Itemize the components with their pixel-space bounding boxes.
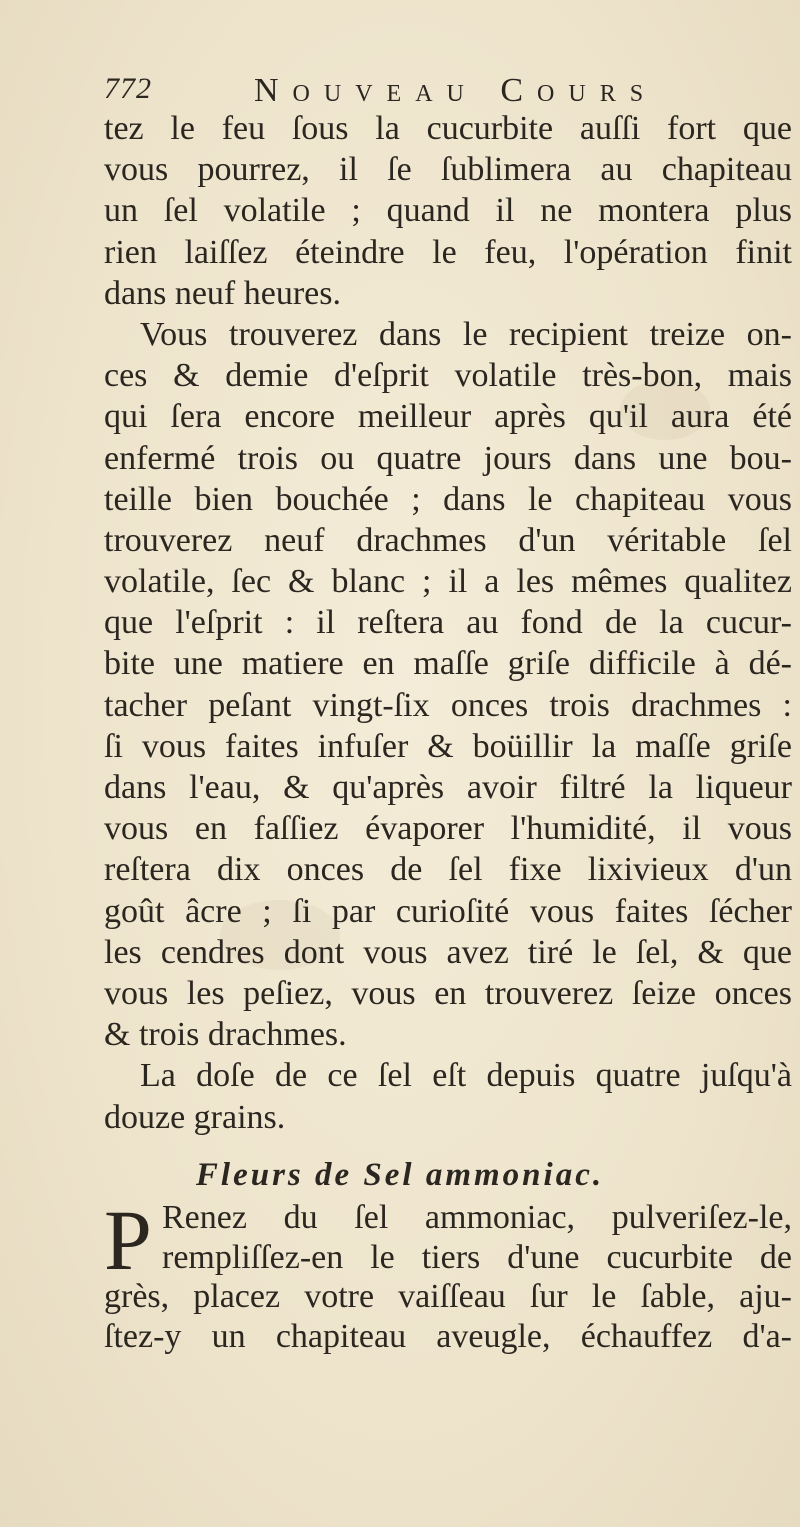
text-line: que l'eſprit : il reſtera au fond de la cucur- [104,604,792,642]
text-line: rien laiſſez éteindre le feu, l'opération finit [104,233,792,271]
drop-cap: P [104,1192,152,1288]
text-line: tez le feu ſous la cucurbite auſſi fort que [104,110,792,147]
text-line: Renez du ſel ammoniac, pulveriſez-le, [162,1199,792,1236]
text-line: trouverez neuf drachmes d'un véritable ſel [104,521,792,559]
text-line: enfermé trois ou quatre jours dans une bou- [104,439,792,477]
text-line: ſi vous faites infuſer & boüillir la maſſe griſe [104,727,792,765]
text-line: douze grains. [104,1098,286,1136]
text-line: grès, placez votre vaiſſeau ſur le ſable, aju- [104,1278,792,1315]
text-line: vous en faſſiez évaporer l'humidité, il vous [104,810,792,848]
text-line: teille bien bouchée ; dans le chapiteau vous [104,480,792,518]
text-line: tacher peſant vingt-ſix onces trois drachmes : [104,686,792,724]
text-line: un ſel volatile ; quand il ne montera plus [104,192,792,230]
section-heading: Fleurs de Sel ammoniac. [195,1157,605,1193]
text-line: Vous trouverez dans le recipient treize on- [140,315,792,353]
text-line: dans neuf heures. [104,274,341,312]
text-line: ces & demie d'eſprit volatile très-bon, mais [104,357,792,395]
page-number: 772 [104,72,152,105]
running-title: Nouveau Cours [254,72,658,109]
text-line: dans l'eau, & qu'après avoir filtré la liqueur [104,769,792,806]
text-line: qui ſera encore meilleur après qu'il aura été [104,398,792,436]
section-text [104,1192,792,1356]
text-line: volatile, ſec & blanc ; il a les mêmes qualitez [104,563,792,601]
text-line: les cendres dont vous avez tiré le ſel, & que [104,933,792,971]
text-line: vous les peſiez, vous en trouverez ſeize onces [104,974,792,1012]
body-text [104,108,792,1138]
text-line: & trois drachmes. [104,1016,347,1054]
text-line: goût âcre ; ſi par curioſité vous faites ſécher [104,892,792,930]
text-line: vous pourrez, il ſe ſublimera au chapiteau [104,151,792,189]
text-line: ſtez-y un chapiteau aveugle, échauffez d'a- [104,1317,792,1355]
text-line: bite une matiere en maſſe griſe difficile à dé- [104,645,792,683]
text-line: rempliſſez-en le tiers d'une cucurbite de [162,1238,792,1276]
text-line: La doſe de ce ſel eſt depuis quatre juſqu'à [140,1057,792,1095]
text-line: reſtera dix onces de ſel fixe lixivieux d'un [104,851,792,889]
